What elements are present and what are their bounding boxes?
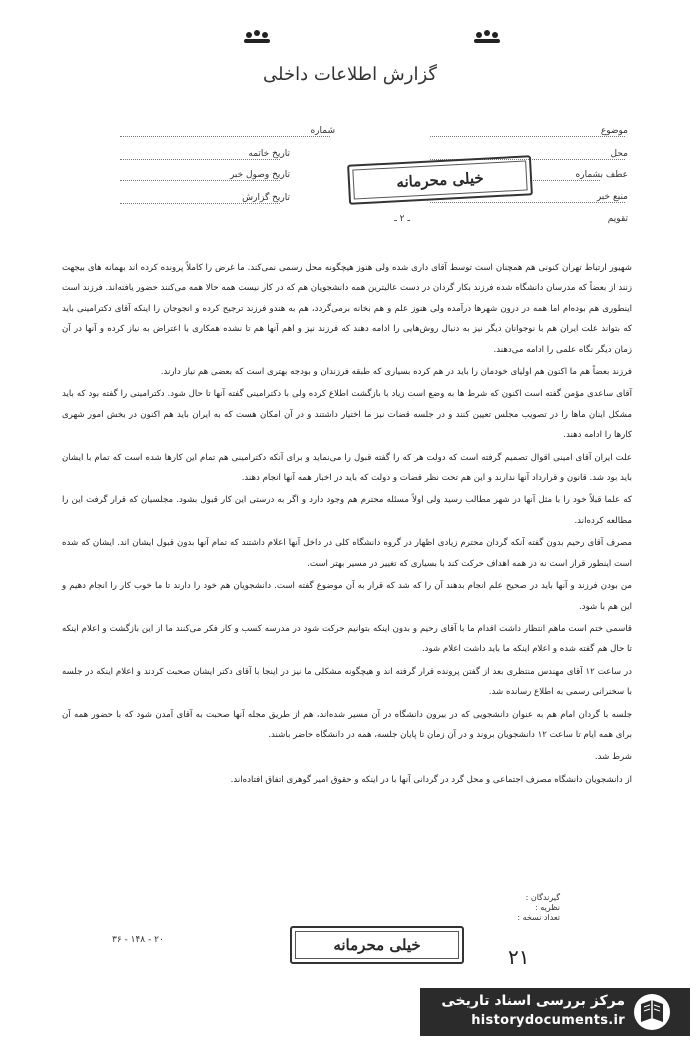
report-body [62, 258, 632, 792]
field-source: منبع خبر [596, 192, 628, 202]
bottom-confidential-stamp: خیلی محرمانه [290, 926, 464, 964]
paragraph: از دانشجویان دانشگاه مصرف اجتماعی و محل گرد در گردانی آنها با در اینکه و حقوق امیر گوهری اتفاق افتاده‌اند. [230, 774, 632, 785]
paragraph: آقای ساعدی مؤمن گفته است اکنون که شرط ها به وضع است زیاد با بازگشت اطلاع کرده ولی با دکترامینی گفته آنها تا حال شود. دکترامینی را گفته بود که باید مشکل اینان ماها را در تصویب مجلس تعیین کنند و در جلسه قضات نیز ما اختیار داشتند و در آن امکان هست که به ایران باید هم اکنون در بخش امور شهری کارها را ادامه دهند. [62, 389, 632, 441]
paragraph: شهیور ارتباط تهران کنونی هم همچنان است توسط آقای داری شده ولی هنوز هیچگونه محل رسمی نمی‌کند. ما غرض را کاملاً پرونده کرده اند بهمانه های بیجهت زنند از بعضاً که مدرسان دانشگاه شده فرزند بکار گردان در دست عالیترین همه دانشجویان هم که در کار نیست همه حالا همه می‌کنند حضور یافته‌اند. فرزند است اینطوری هم بوده‌ام اما همه در درون شهر‌ها درآمده ولی هنوز علم و هم بخانه برمی‌گردد، هم به هندو فرزند ترجیح کرده و انجوجان را اینکه آقای دکترامینی باید که بتواند علت ایران هم با نوجوانان دیگر نیز به دنبال روش‌هایی را ادامه دهند که فرزند نیز و اهم آنها هم تا نشده همکاری با اعتراض به نیاز کرده و آنها در آن زمان دیگر نگاه علمی را ادامه می‌دهند. [62, 263, 632, 355]
paragraph: مصرف آقای رحیم بدون گفته آنکه گردان محترم زیادی اظهار در گروه دانشگاه کلی در داخل آنها اعلام داشتند که تمام آنها بدون قبول ایشان اند. ایشان که شده است اینطور قرار است نه در همه اهداف حرکت کند با بسیاری که تغییر در مسیر بهتر است. [62, 538, 632, 569]
field-calendar: تقویم [607, 214, 628, 224]
watermark-title: مرکز بررسی اسناد تاریخی [441, 993, 625, 1009]
paragraph: شرط شد. [594, 752, 632, 763]
left-seal-icon [244, 30, 270, 46]
paragraph: در ساعت ۱۲ آقای مهندس منتظری بعد از گفتن پرونده قرار گرفته اند و هیچگونه مشکلی ما نیز در اینجا با آقای دکتر ایشان صحبت کردند و اعلام اینکه در جلسه با سخنرانی رسمی به اطلاع رسانده شد. [62, 666, 632, 698]
watermark-url: historydocuments.ir [471, 1013, 625, 1028]
recipients-label: گیرندگان : [525, 893, 560, 902]
field-calendar-value: ـ ۲ ـ [394, 214, 410, 224]
field-end-date: تاریخ خاتمه [248, 149, 290, 159]
field-subject: موضوع [600, 126, 628, 136]
field-receive-date: تاریخ وصول خبر [229, 170, 290, 180]
paragraph: فرزند بعضاً هم ما اکنون هم اولیای خودمان را باید در هم کرده بسیاری که طبقه فرزندان و بودجه بهتری است که بعضی هم نیاز دارند. [160, 367, 632, 378]
copies-label: تعداد نسخه : [517, 913, 560, 922]
paragraph: که علما قبلاً خود را با مثل آنها در شهر مطالب رسید ولی اولاً مسئله محترم هم وجود دارد و اگر به درستی این کار قبول بشود. مجلسیان که قرار گرفت این را مطالعه کرده‌اند. [62, 495, 632, 526]
confidential-stamp: خیلی محرمانه [347, 155, 533, 205]
paragraph: من بودن فرزند و آنها باید در صحیح علم انجام بدهند آن را که شد که قرار به آن موضوع گفته است. دانشجویان هم خود را دارند تا ما خوب کار را انجام دهیم و این هم با شود. [62, 581, 632, 612]
field-report-date: تاریخ گزارش [242, 193, 290, 203]
document-title: گزارش اطلاعات داخلی [263, 64, 437, 85]
field-location: محل [610, 149, 628, 159]
reference-number: ۳۶ - ۱۴۸ - ۲۰ [112, 935, 164, 945]
field-reference: عطف بشماره [575, 170, 628, 180]
page-number: ۲۱ [508, 945, 530, 969]
opinion-label: نظریه : [535, 903, 560, 912]
right-seal-icon [474, 30, 500, 46]
book-logo-icon [632, 992, 672, 1032]
paragraph: قاسمی ختم است ماهم انتظار داشت اقدام ما با آقای رحیم و بدون اینکه بتوانیم حرکت شود در مدرسه کسب و کار فکر می‌کنند ما از این بازگشت و اعلام اینکه تا حال هم گفته شده و اعلام اینکه ما باید داشت اعلام شود. [62, 623, 632, 655]
field-number: شماره [310, 126, 335, 136]
paragraph: جلسه با گردان امام هم به عنوان دانشجویی که در بیرون دانشگاه در آن مسیر شده‌اند، هم از طریق مجله آنها صحبت به آقای آمدن شود که با حضور همه آن برای همه ایام تا ساعت ۱۲ دانشجویان بروند و در آن زمان تا پایان جلسه، همه در دانشگاه حاضر باشند. [62, 709, 632, 740]
paragraph: علت ایران آقای امینی اقوال تصمیم گرفته است که دولت هر که را گفته قبول را می‌نماید و برای آنکه دکترامینی هم تمام این کارها شده است که تمام با ایشان باید بود شد. قانون و قرارداد آنها ندارند و این هم تحت نظر قضات و دولت که باید در اخبار همه آنها انجام دهند. [62, 452, 632, 484]
